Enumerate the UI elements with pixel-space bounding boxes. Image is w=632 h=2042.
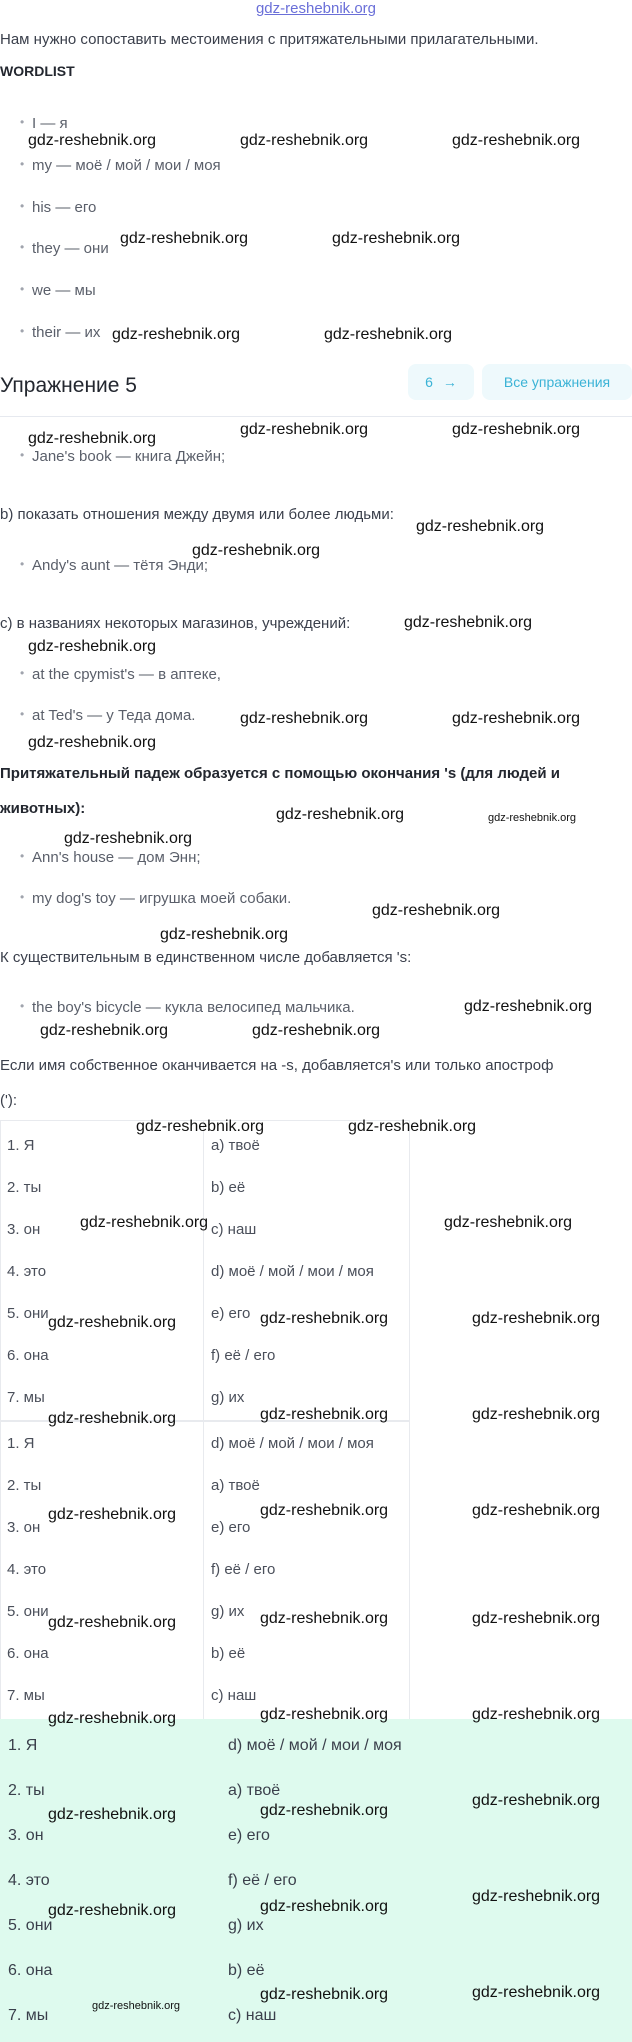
table-cell: e) его <box>211 1519 251 1536</box>
watermark: gdz-reshebnik.org <box>472 1502 601 1519</box>
table-cell: c) наш <box>211 1687 257 1704</box>
example-item: • Jane's book — книга Джейн; <box>32 448 225 465</box>
watermark: gdz-reshebnik.org <box>472 1310 601 1327</box>
watermark: gdz-reshebnik.org <box>260 1802 389 1819</box>
table-cell: 5. они <box>7 1603 49 1620</box>
all-exercises-button[interactable]: Все упражнения <box>482 364 632 400</box>
wordlist-title: WORDLIST <box>0 63 75 79</box>
watermark: gdz-reshebnik.org <box>488 812 577 824</box>
rule-text-line1: Притяжательный падеж образуется с помощью окончания 's (для людей и <box>0 765 560 782</box>
wordlist-item: • my — моё / мой / мои / моя <box>32 157 221 174</box>
answer-cell: e) его <box>228 1827 270 1844</box>
wordlist-item: • their — их <box>32 324 100 341</box>
table-cell: 1. Я <box>7 1137 35 1154</box>
watermark: gdz-reshebnik.org <box>260 1502 389 1519</box>
answer-cell: 1. Я <box>8 1737 38 1754</box>
answer-cell: g) их <box>228 1917 264 1934</box>
table-cell: a) твоё <box>211 1137 260 1154</box>
example-item: • the boy's bicycle — кукла велосипед мальчика. <box>32 999 355 1016</box>
matching-table-2 <box>0 1420 410 1721</box>
table-cell: 6. она <box>7 1347 49 1364</box>
wordlist-item: • they — они <box>32 240 109 257</box>
watermark: gdz-reshebnik.org <box>252 1022 381 1039</box>
watermark: gdz-reshebnik.org <box>48 1314 177 1331</box>
watermark: gdz-reshebnik.org <box>372 902 501 919</box>
watermark: gdz-reshebnik.org <box>92 2000 181 2012</box>
exercise-title: Упражнение 5 <box>0 374 137 397</box>
exercise-header <box>0 364 632 417</box>
answer-cell: 3. он <box>8 1827 44 1844</box>
watermark: gdz-reshebnik.org <box>260 1310 389 1327</box>
watermark: gdz-reshebnik.org <box>28 734 157 751</box>
table-cell: d) моё / мой / мои / моя <box>211 1435 374 1452</box>
table-cell: 1. Я <box>7 1435 35 1452</box>
table-cell: 4. это <box>7 1561 47 1578</box>
wordlist-item: • I — я <box>32 115 68 132</box>
watermark: gdz-reshebnik.org <box>120 230 249 247</box>
table-cell: b) её <box>211 1645 246 1662</box>
watermark: gdz-reshebnik.org <box>472 1610 601 1627</box>
watermark: gdz-reshebnik.org <box>240 710 369 727</box>
watermark: gdz-reshebnik.org <box>472 1406 601 1423</box>
table-cell: 7. мы <box>7 1389 45 1406</box>
intro-text: Нам нужно сопоставить местоимения с притяжательными прилагательными. <box>0 31 539 48</box>
table-cell: 7. мы <box>7 1687 45 1704</box>
example-item: • Andy's aunt — тётя Энди; <box>32 557 208 574</box>
site-watermark-link[interactable]: gdz-reshebnik.org <box>255 0 377 17</box>
watermark: gdz-reshebnik.org <box>240 132 369 149</box>
table-cell: 3. он <box>7 1519 41 1536</box>
answer-cell: b) её <box>228 1962 265 1979</box>
answer-cell: 6. она <box>8 1962 53 1979</box>
table-cell: e) его <box>211 1305 251 1322</box>
watermark: gdz-reshebnik.org <box>452 132 581 149</box>
example-item: • my dog's toy — игрушка моей собаки. <box>32 890 291 907</box>
watermark: gdz-reshebnik.org <box>160 926 289 943</box>
table-cell: f) её / его <box>211 1561 276 1578</box>
next-exercise-button[interactable] <box>408 364 474 400</box>
watermark: gdz-reshebnik.org <box>472 1792 601 1809</box>
proper-name-rule-line2: ('): <box>0 1092 18 1109</box>
table-cell: g) их <box>211 1389 245 1406</box>
table-cell: d) моё / мой / мои / моя <box>211 1263 374 1280</box>
watermark: gdz-reshebnik.org <box>48 1614 177 1631</box>
answer-cell: 5. они <box>8 1917 53 1934</box>
example-item: • at Ted's — у Теда дома. <box>32 707 195 724</box>
watermark: gdz-reshebnik.org <box>112 326 241 343</box>
answer-cell: 2. ты <box>8 1782 45 1799</box>
watermark: gdz-reshebnik.org <box>452 710 581 727</box>
watermark: gdz-reshebnik.org <box>240 421 369 438</box>
watermark: gdz-reshebnik.org <box>416 518 545 535</box>
wordlist-item: • we — мы <box>32 282 96 299</box>
table-cell: a) твоё <box>211 1477 260 1494</box>
watermark: gdz-reshebnik.org <box>80 1214 209 1231</box>
watermark: gdz-reshebnik.org <box>28 638 157 655</box>
arrow-right-icon: → <box>442 374 457 390</box>
watermark: gdz-reshebnik.org <box>192 542 321 559</box>
watermark: gdz-reshebnik.org <box>276 806 405 823</box>
watermark: gdz-reshebnik.org <box>464 998 593 1015</box>
watermark: gdz-reshebnik.org <box>64 830 193 847</box>
watermark: gdz-reshebnik.org <box>348 1118 477 1135</box>
table-cell: 2. ты <box>7 1477 42 1494</box>
table-cell: 5. они <box>7 1305 49 1322</box>
watermark: gdz-reshebnik.org <box>260 1610 389 1627</box>
example-item: • Ann's house — дом Энн; <box>32 849 201 866</box>
watermark: gdz-reshebnik.org <box>260 1986 389 2003</box>
answer-cell: d) моё / мой / мои / моя <box>228 1737 402 1754</box>
table-cell: 6. она <box>7 1645 49 1662</box>
answer-cell: a) твоё <box>228 1782 281 1799</box>
section-c-heading: c) в названиях некоторых магазинов, учреждений: <box>0 615 351 632</box>
table-cell: 3. он <box>7 1221 41 1238</box>
watermark: gdz-reshebnik.org <box>48 1506 177 1523</box>
watermark: gdz-reshebnik.org <box>332 230 461 247</box>
watermark: gdz-reshebnik.org <box>404 614 533 631</box>
table-cell: 4. это <box>7 1263 47 1280</box>
watermark: gdz-reshebnik.org <box>136 1118 265 1135</box>
watermark: gdz-reshebnik.org <box>48 1710 177 1727</box>
answer-cell: 7. мы <box>8 2007 49 2024</box>
answer-cell: f) её / его <box>228 1872 297 1889</box>
wordlist-item: • his — его <box>32 199 96 216</box>
section-b-heading: b) показать отношения между двумя или более людьми: <box>0 506 394 523</box>
answer-cell: 4. это <box>8 1872 50 1889</box>
rule-text-line2: животных): <box>0 800 86 817</box>
proper-name-rule-line1: Если имя собственное оканчивается на -s, добавляется's или только апостроф <box>0 1057 554 1074</box>
example-item: • at the сруmist's — в аптеке, <box>32 666 221 683</box>
watermark: gdz-reshebnik.org <box>472 1888 601 1905</box>
table-cell: 2. ты <box>7 1179 42 1196</box>
watermark: gdz-reshebnik.org <box>444 1214 573 1231</box>
watermark: gdz-reshebnik.org <box>472 1706 601 1723</box>
watermark: gdz-reshebnik.org <box>48 1806 177 1823</box>
watermark: gdz-reshebnik.org <box>28 132 157 149</box>
table-cell: b) её <box>211 1179 246 1196</box>
table-cell: g) их <box>211 1603 245 1620</box>
matching-table-1 <box>0 1120 410 1422</box>
watermark: gdz-reshebnik.org <box>452 421 581 438</box>
watermark: gdz-reshebnik.org <box>472 1984 601 2001</box>
watermark: gdz-reshebnik.org <box>28 430 157 447</box>
watermark: gdz-reshebnik.org <box>260 1898 389 1915</box>
watermark: gdz-reshebnik.org <box>48 1410 177 1427</box>
watermark: gdz-reshebnik.org <box>260 1406 389 1423</box>
watermark: gdz-reshebnik.org <box>260 1706 389 1723</box>
watermark: gdz-reshebnik.org <box>40 1022 169 1039</box>
next-exercise-label: 6 <box>425 374 433 390</box>
watermark: gdz-reshebnik.org <box>324 326 453 343</box>
answer-cell: c) наш <box>228 2007 277 2024</box>
watermark: gdz-reshebnik.org <box>48 1902 177 1919</box>
singular-rule-text: К существительным в единственном числе добавляется 's: <box>0 949 412 966</box>
table-cell: f) её / его <box>211 1347 276 1364</box>
table-cell: c) наш <box>211 1221 257 1238</box>
